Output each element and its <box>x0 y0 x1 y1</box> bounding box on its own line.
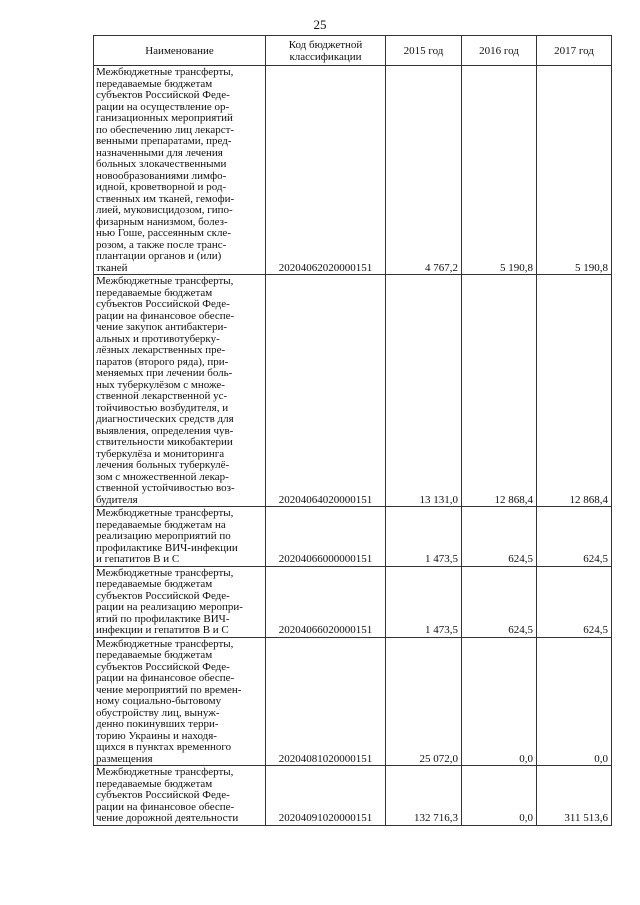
table-row <box>94 766 612 826</box>
row-name-line: ному социально-бытовому <box>96 695 222 707</box>
row-name-line: альных и противотуберку- <box>96 332 220 345</box>
row-name-line: диагностических средств для <box>96 413 234 425</box>
row-name-line: новообразованиями лимфо- <box>96 169 227 182</box>
row-name-line: передаваемые бюджетам на <box>96 518 226 531</box>
row-name-line: Межбюджетные трансферты, <box>96 566 234 579</box>
row-name-line: туберкулёза и мониторинга <box>96 447 225 460</box>
table-row <box>94 507 612 567</box>
row-name-line: щихся в пунктах временного <box>96 741 232 753</box>
row-name-line: лёзных лекарственных пре- <box>96 344 226 356</box>
row-name-line: инфекции и гепатитов В и С <box>96 624 229 636</box>
table-body <box>94 66 612 826</box>
row-name-line: передаваемые бюджетам <box>96 77 213 90</box>
row-name-line: паратов (второго ряда), при- <box>96 355 229 368</box>
row-name-line: венными препаратами, пред- <box>96 135 232 147</box>
row-name-line: чение дорожной деятельности <box>96 812 239 824</box>
row-2016-cell: 624,5 <box>462 507 537 567</box>
row-name-line: реализацию мероприятий по <box>96 530 231 542</box>
row-2016-cell: 5 190,8 <box>462 66 537 275</box>
row-name-line: рации на реализацию меропри- <box>96 601 243 613</box>
row-2017-cell: 12 868,4 <box>537 275 612 507</box>
row-name-line: размещения <box>96 752 153 765</box>
row-name-cell <box>94 566 266 637</box>
row-name-line: по обеспечению лиц лекарст- <box>96 123 235 136</box>
row-2017-cell: 624,5 <box>537 507 612 567</box>
row-name-line: Межбюджетные трансферты, <box>96 637 234 650</box>
table-row <box>94 566 612 637</box>
row-name-line: чение закупок антибактери- <box>96 321 228 333</box>
page-number: 25 <box>313 17 327 32</box>
row-2015-cell: 4 767,2 <box>386 66 462 275</box>
row-2017-cell: 5 190,8 <box>537 66 612 275</box>
row-2016-cell: 0,0 <box>462 766 537 826</box>
row-name-line: ственной устойчивостью воз- <box>96 482 235 494</box>
row-name-line: тканей <box>96 261 128 274</box>
row-name-line: передаваемые бюджетам <box>96 578 213 590</box>
row-name-line: розом, а также после транс- <box>96 238 227 251</box>
row-name-line: идной, кроветворной и род- <box>96 181 227 193</box>
header-code: Код бюджетной классификации <box>266 36 386 66</box>
row-name-line: передаваемые бюджетам <box>96 286 213 299</box>
row-2015-cell: 25 072,0 <box>386 637 462 766</box>
row-name-line: обустройству лиц, вынуж- <box>96 706 220 719</box>
row-name-line: Межбюджетные трансферты, <box>96 66 234 78</box>
table-row <box>94 637 612 766</box>
row-name-line: лией, муковисцидозом, гипо- <box>96 204 233 216</box>
row-name-line: Межбюджетные трансферты, <box>96 507 234 519</box>
row-code-cell: 20204062020000151 <box>266 66 386 275</box>
row-2016-cell: 12 868,4 <box>462 275 537 507</box>
row-name-line: будителя <box>96 493 138 506</box>
row-name-line: торию Украины и находя- <box>96 729 217 742</box>
row-code-cell: 20204091020000151 <box>266 766 386 826</box>
row-2017-cell: 0,0 <box>537 637 612 766</box>
row-name-line: субъектов Российской Феде- <box>96 660 230 673</box>
row-name-line: Межбюджетные трансферты, <box>96 766 234 778</box>
row-name-line: профилактике ВИЧ-инфекции <box>96 541 238 554</box>
header-name: Наименование <box>94 36 266 66</box>
row-name-cell <box>94 507 266 567</box>
row-name-line: рации на осуществление ор- <box>96 100 230 113</box>
row-name-line: ных туберкулёзом с множе- <box>96 378 225 391</box>
row-name-cell <box>94 766 266 826</box>
row-2016-cell: 0,0 <box>462 637 537 766</box>
row-name-line: субъектов Российской Феде- <box>96 89 230 101</box>
row-name-line: субъектов Российской Феде- <box>96 589 230 602</box>
row-name-line: ствительности микобактерии <box>96 436 233 448</box>
row-2015-cell: 132 716,3 <box>386 766 462 826</box>
row-code-cell: 20204081020000151 <box>266 637 386 766</box>
row-name-line: Межбюджетные трансферты, <box>96 275 234 287</box>
row-name-line: зом с множественной лекар- <box>96 470 229 483</box>
row-name-line: субъектов Российской Феде- <box>96 789 230 801</box>
row-name-line: чение мероприятий по времен- <box>96 683 242 696</box>
row-code-cell: 20204064020000151 <box>266 275 386 507</box>
row-2015-cell: 1 473,5 <box>386 507 462 567</box>
row-name-line: физарным нанизмом, болез- <box>96 215 228 228</box>
row-name-cell <box>94 66 266 275</box>
header-2016: 2016 год <box>462 36 537 66</box>
row-name-cell <box>94 637 266 766</box>
row-name-cell <box>94 275 266 507</box>
row-name-line: меняемых при лечении боль- <box>96 367 233 379</box>
row-name-line: нью Гоше, рассеянным скле- <box>96 227 231 239</box>
row-2016-cell: 624,5 <box>462 566 537 637</box>
row-name-line: ственной лекарственной ус- <box>96 390 228 402</box>
row-name-line: рации на финансовое обеспе- <box>96 309 235 322</box>
row-name-line: лечения больных туберкулё- <box>96 459 230 471</box>
row-name-line: передаваемые бюджетам <box>96 777 213 790</box>
header-row <box>94 36 612 66</box>
header-2015: 2015 год <box>386 36 462 66</box>
row-name-line: ганизационных мероприятий <box>96 112 233 124</box>
budget-table <box>93 35 612 826</box>
row-name-line: назначенными для лечения <box>96 146 223 159</box>
row-name-line: рации на финансовое обеспе- <box>96 800 235 813</box>
row-name-line: ятий по профилактике ВИЧ- <box>96 612 230 625</box>
row-name-line: рации на финансовое обеспе- <box>96 672 235 684</box>
row-2017-cell: 624,5 <box>537 566 612 637</box>
row-name-line: тойчивостью возбудителя, и <box>96 401 229 414</box>
row-2015-cell: 1 473,5 <box>386 566 462 637</box>
table-row <box>94 275 612 507</box>
row-name-line: выявления, определения чув- <box>96 424 234 437</box>
header-2017: 2017 год <box>537 36 612 66</box>
row-2015-cell: 13 131,0 <box>386 275 462 507</box>
row-code-cell: 20204066000000151 <box>266 507 386 567</box>
row-name-line: денно покинувших терри- <box>96 718 219 730</box>
row-name-line: субъектов Российской Феде- <box>96 298 230 310</box>
table-row <box>94 66 612 275</box>
row-name-line: ственных им тканей, гемофи- <box>96 192 235 205</box>
row-2017-cell: 311 513,6 <box>537 766 612 826</box>
row-name-line: плантации органов и (или) <box>96 250 222 262</box>
row-code-cell: 20204066020000151 <box>266 566 386 637</box>
row-name-line: и гепатитов В и С <box>96 553 180 565</box>
row-name-line: передаваемые бюджетам <box>96 649 213 661</box>
row-name-line: больных злокачественными <box>96 158 227 170</box>
